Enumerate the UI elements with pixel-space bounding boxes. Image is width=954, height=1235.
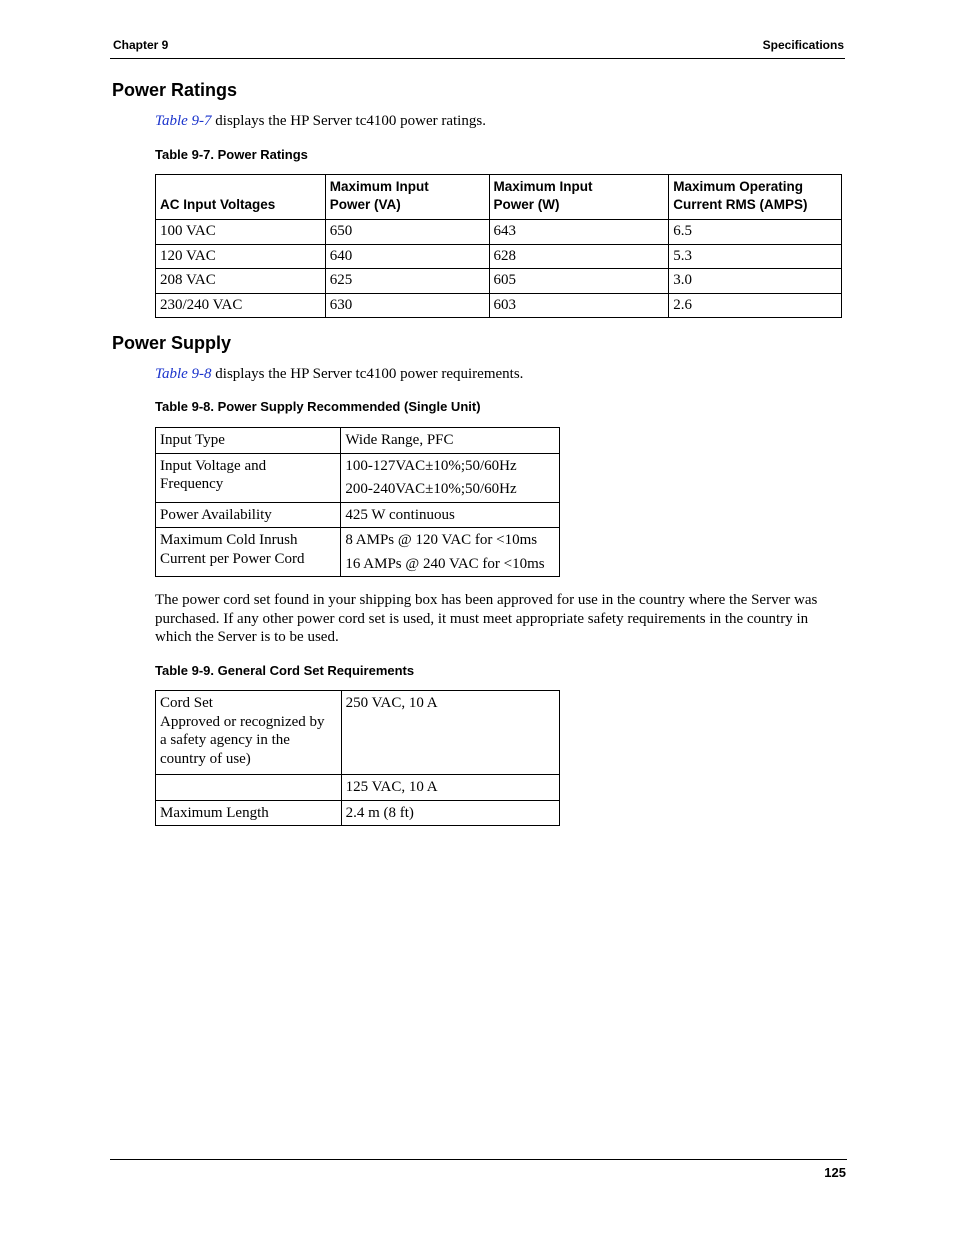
- row-value: 250 VAC, 10 A: [341, 691, 559, 775]
- table-9-7-caption: Table 9-7. Power Ratings: [155, 147, 308, 162]
- row-label: Power Availability: [156, 502, 341, 528]
- row-value: Wide Range, PFC: [341, 428, 560, 454]
- table-row: [156, 775, 560, 801]
- row-label: Input Type: [156, 428, 341, 454]
- running-header: [113, 38, 844, 52]
- table-cell: 6.5: [669, 220, 842, 245]
- table-cell: 5.3: [669, 244, 842, 269]
- table-9-8-caption: Table 9-8. Power Supply Recommended (Single Unit): [155, 399, 481, 414]
- table-row: [156, 244, 842, 269]
- power-supply-table: [155, 427, 560, 577]
- row-value: 425 W continuous: [341, 502, 560, 528]
- power-ratings-heading: Power Ratings: [112, 80, 238, 100]
- column-header: Maximum Input Power (W): [489, 175, 669, 220]
- table-9-8-link[interactable]: Table 9-8: [155, 366, 212, 382]
- table-cell: 230/240 VAC: [156, 293, 326, 318]
- row-label: Input Voltage and Frequency: [156, 453, 341, 502]
- table-header-row: [156, 175, 842, 220]
- row-label: Maximum Cold Inrush Current per Power Cord: [156, 528, 341, 577]
- table-cell: 625: [325, 269, 489, 294]
- row-label: [156, 775, 342, 801]
- cord-set-paragraph: The power cord set found in your shipping box has been approved for use in the country where the Server was purchased. If any other power cord set is used, it must meet appropriate safety requirements in the country in which the Server is to be used.: [155, 592, 818, 645]
- power-supply-intro: Table 9-8 displays the HP Server tc4100 power requirements.: [155, 366, 524, 382]
- table-cell: 120 VAC: [156, 244, 326, 269]
- table-cell: 3.0: [669, 269, 842, 294]
- table-row: [156, 269, 842, 294]
- table-cell: 208 VAC: [156, 269, 326, 294]
- row-value: 8 AMPs @ 120 VAC for <10ms 16 AMPs @ 240 VAC for <10ms: [341, 528, 560, 577]
- chapter-label: Chapter 9: [113, 38, 169, 52]
- table-9-9-caption: Table 9-9. General Cord Set Requirements: [155, 663, 415, 678]
- row-label: Maximum Length: [156, 800, 342, 826]
- table-row: [156, 453, 560, 502]
- table-cell: 2.6: [669, 293, 842, 318]
- table-row: [156, 293, 842, 318]
- row-value: 2.4 m (8 ft): [341, 800, 559, 826]
- column-header: Maximum Operating Current RMS (AMPS): [669, 175, 842, 220]
- footer-rule: [110, 1159, 847, 1160]
- header-rule: [110, 58, 845, 59]
- table-9-7-link[interactable]: Table 9-7: [155, 113, 212, 129]
- column-header: AC Input Voltages: [156, 175, 326, 220]
- page-number: 125: [824, 1165, 846, 1180]
- table-cell: 100 VAC: [156, 220, 326, 245]
- table-cell: 628: [489, 244, 669, 269]
- column-header: Maximum Input Power (VA): [325, 175, 489, 220]
- section-label: Specifications: [762, 38, 844, 52]
- table-row: [156, 428, 560, 454]
- table-cell: 605: [489, 269, 669, 294]
- table-row: [156, 800, 560, 826]
- row-value: 100-127VAC±10%;50/60Hz 200-240VAC±10%;50/60Hz: [341, 453, 560, 502]
- table-row: [156, 691, 560, 775]
- table-cell: 603: [489, 293, 669, 318]
- table-cell: 643: [489, 220, 669, 245]
- table-row: [156, 528, 560, 577]
- table-cell: 650: [325, 220, 489, 245]
- table-cell: 640: [325, 244, 489, 269]
- power-ratings-intro: Table 9-7 displays the HP Server tc4100 power ratings.: [155, 113, 486, 129]
- row-label: Cord Set Approved or recognized by a safety agency in the country of use): [156, 691, 342, 775]
- cord-set-table: [155, 690, 560, 826]
- table-row: [156, 220, 842, 245]
- table-cell: 630: [325, 293, 489, 318]
- power-supply-heading: Power Supply: [112, 333, 232, 353]
- power-ratings-table: [155, 174, 842, 318]
- table-row: [156, 502, 560, 528]
- row-value: 125 VAC, 10 A: [341, 775, 559, 801]
